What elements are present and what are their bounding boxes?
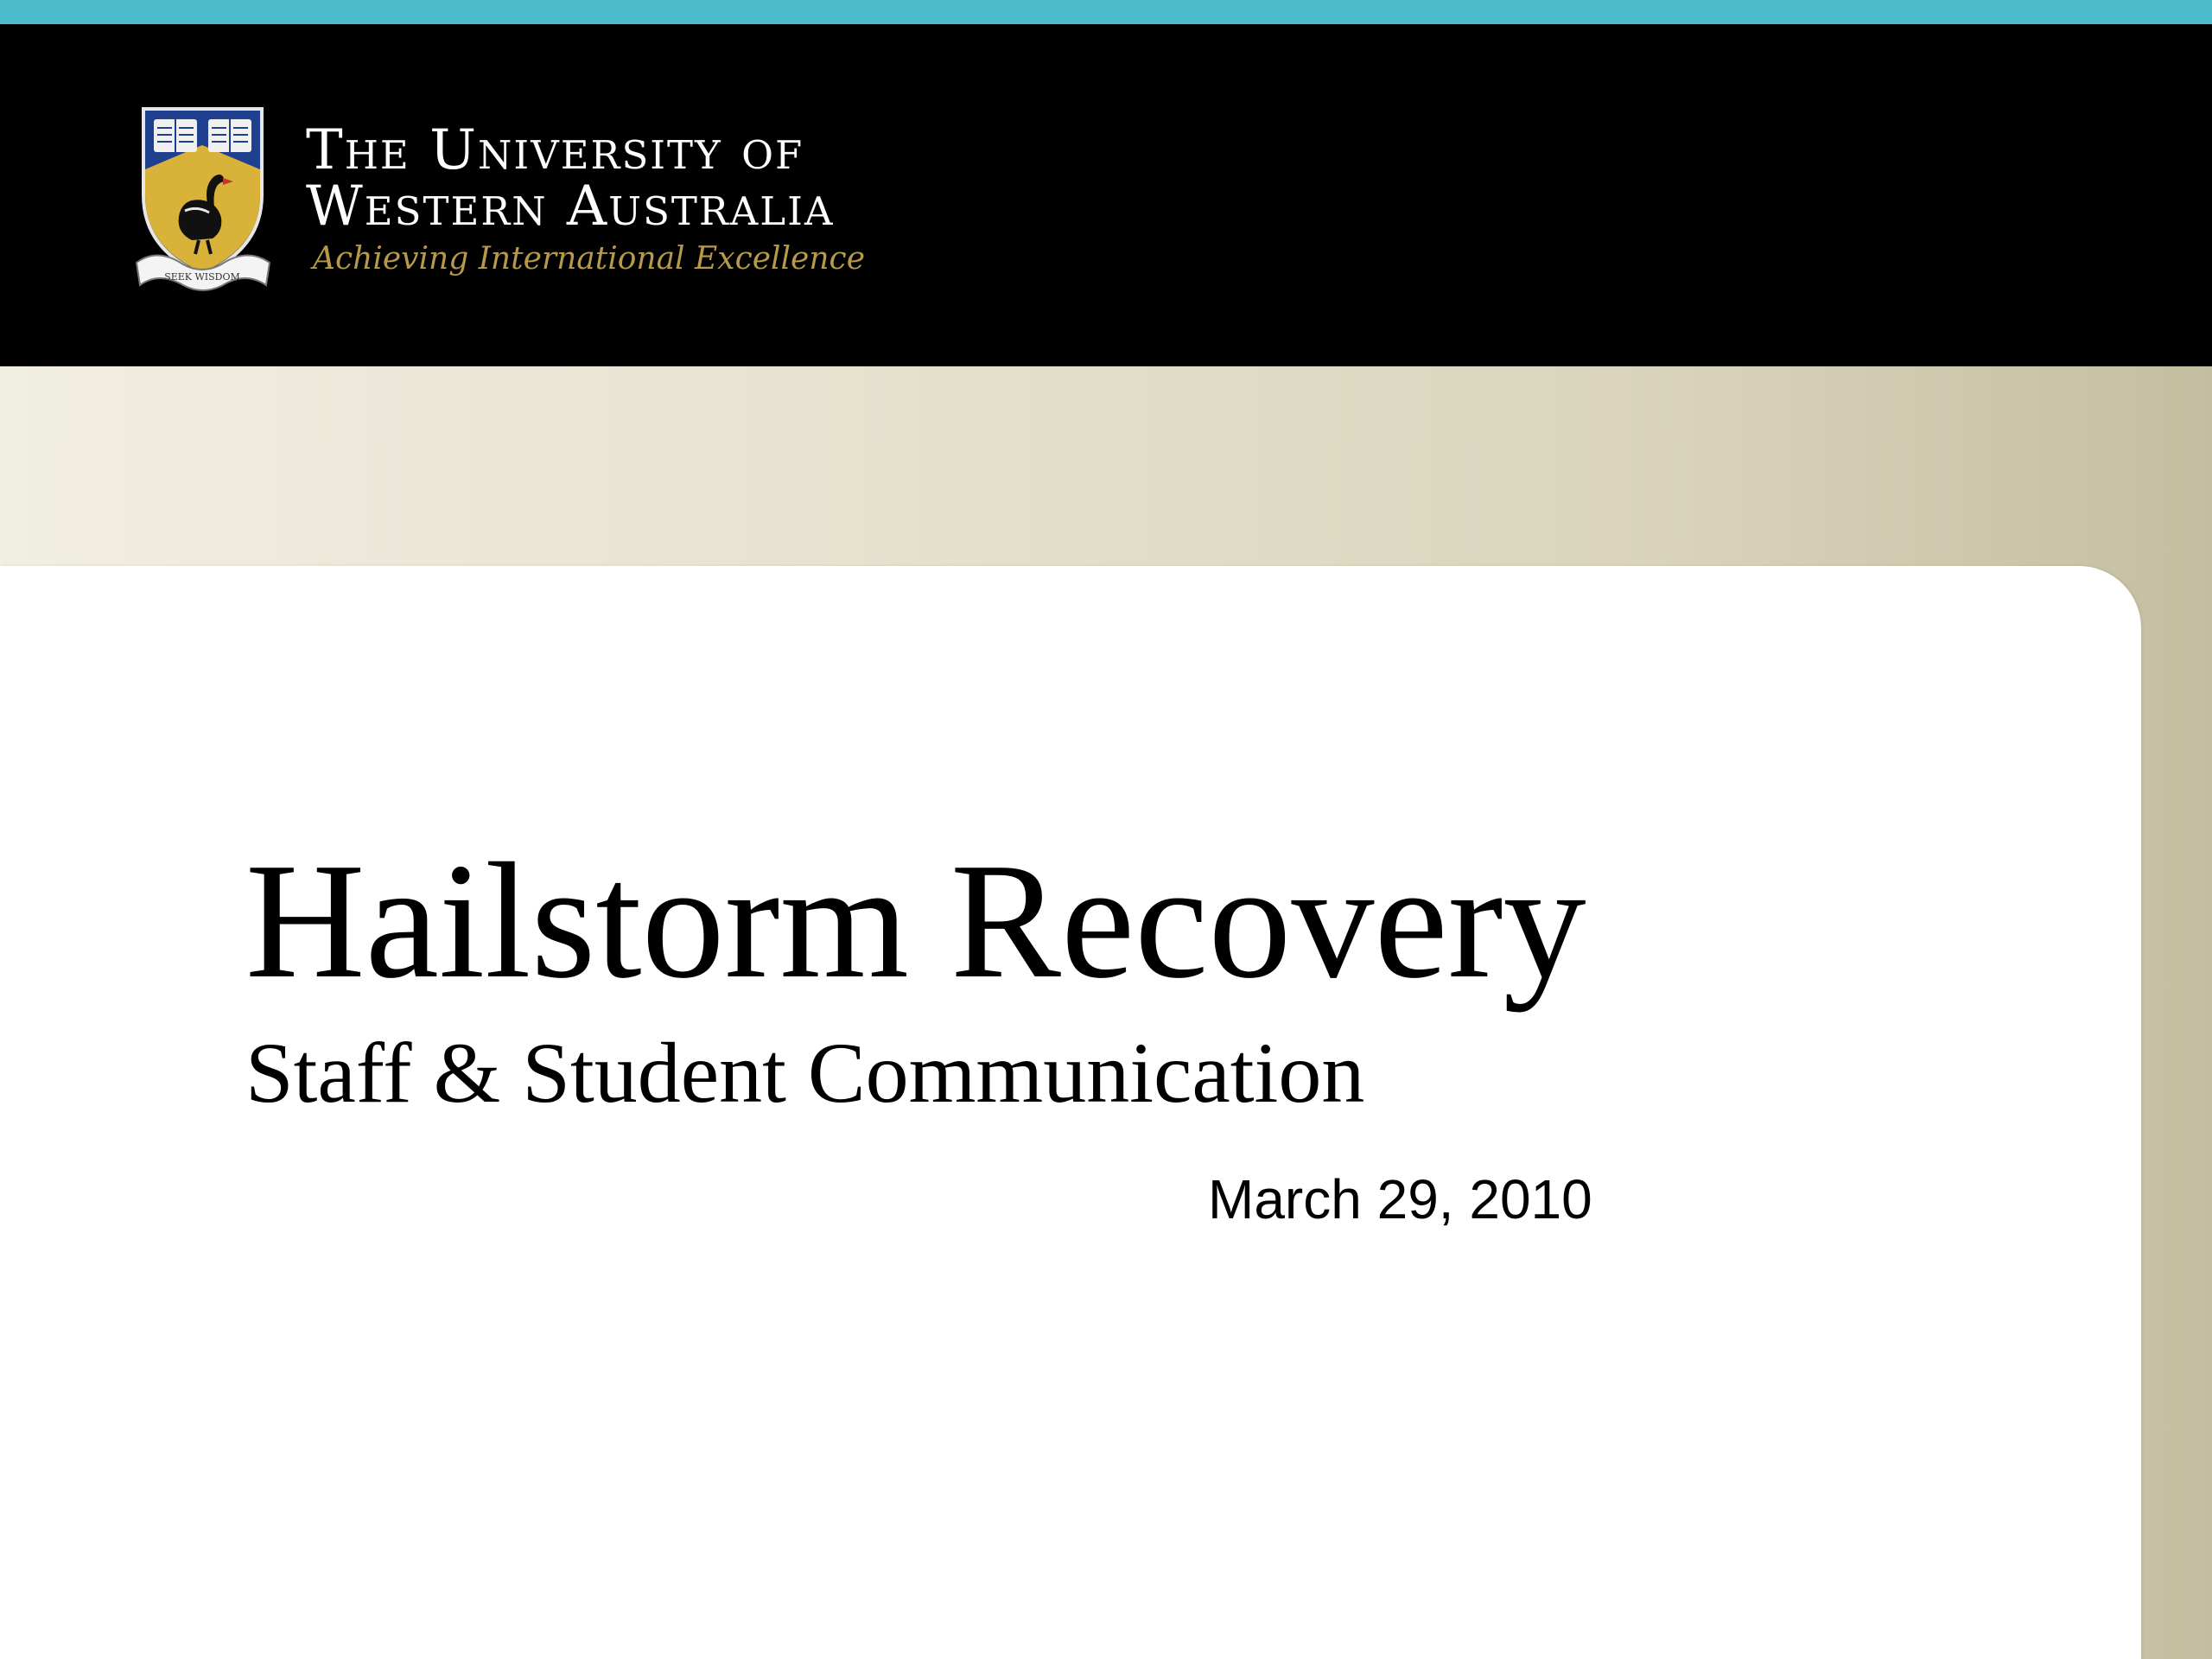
slide-title: Hailstorm Recovery (245, 829, 1586, 1013)
slide-subtitle: Staff & Student Communication (245, 1025, 1365, 1121)
top-accent-stripe (0, 0, 2212, 24)
university-name-line-2: Western Australia (306, 175, 835, 238)
university-crest-icon (131, 102, 274, 297)
university-tagline: Achieving International Excellence (313, 241, 866, 276)
crest-motto: SEEK WISDOM (164, 271, 240, 283)
university-name-line-1: The University of (306, 118, 804, 182)
slide-date: March 29, 2010 (1208, 1168, 1592, 1230)
